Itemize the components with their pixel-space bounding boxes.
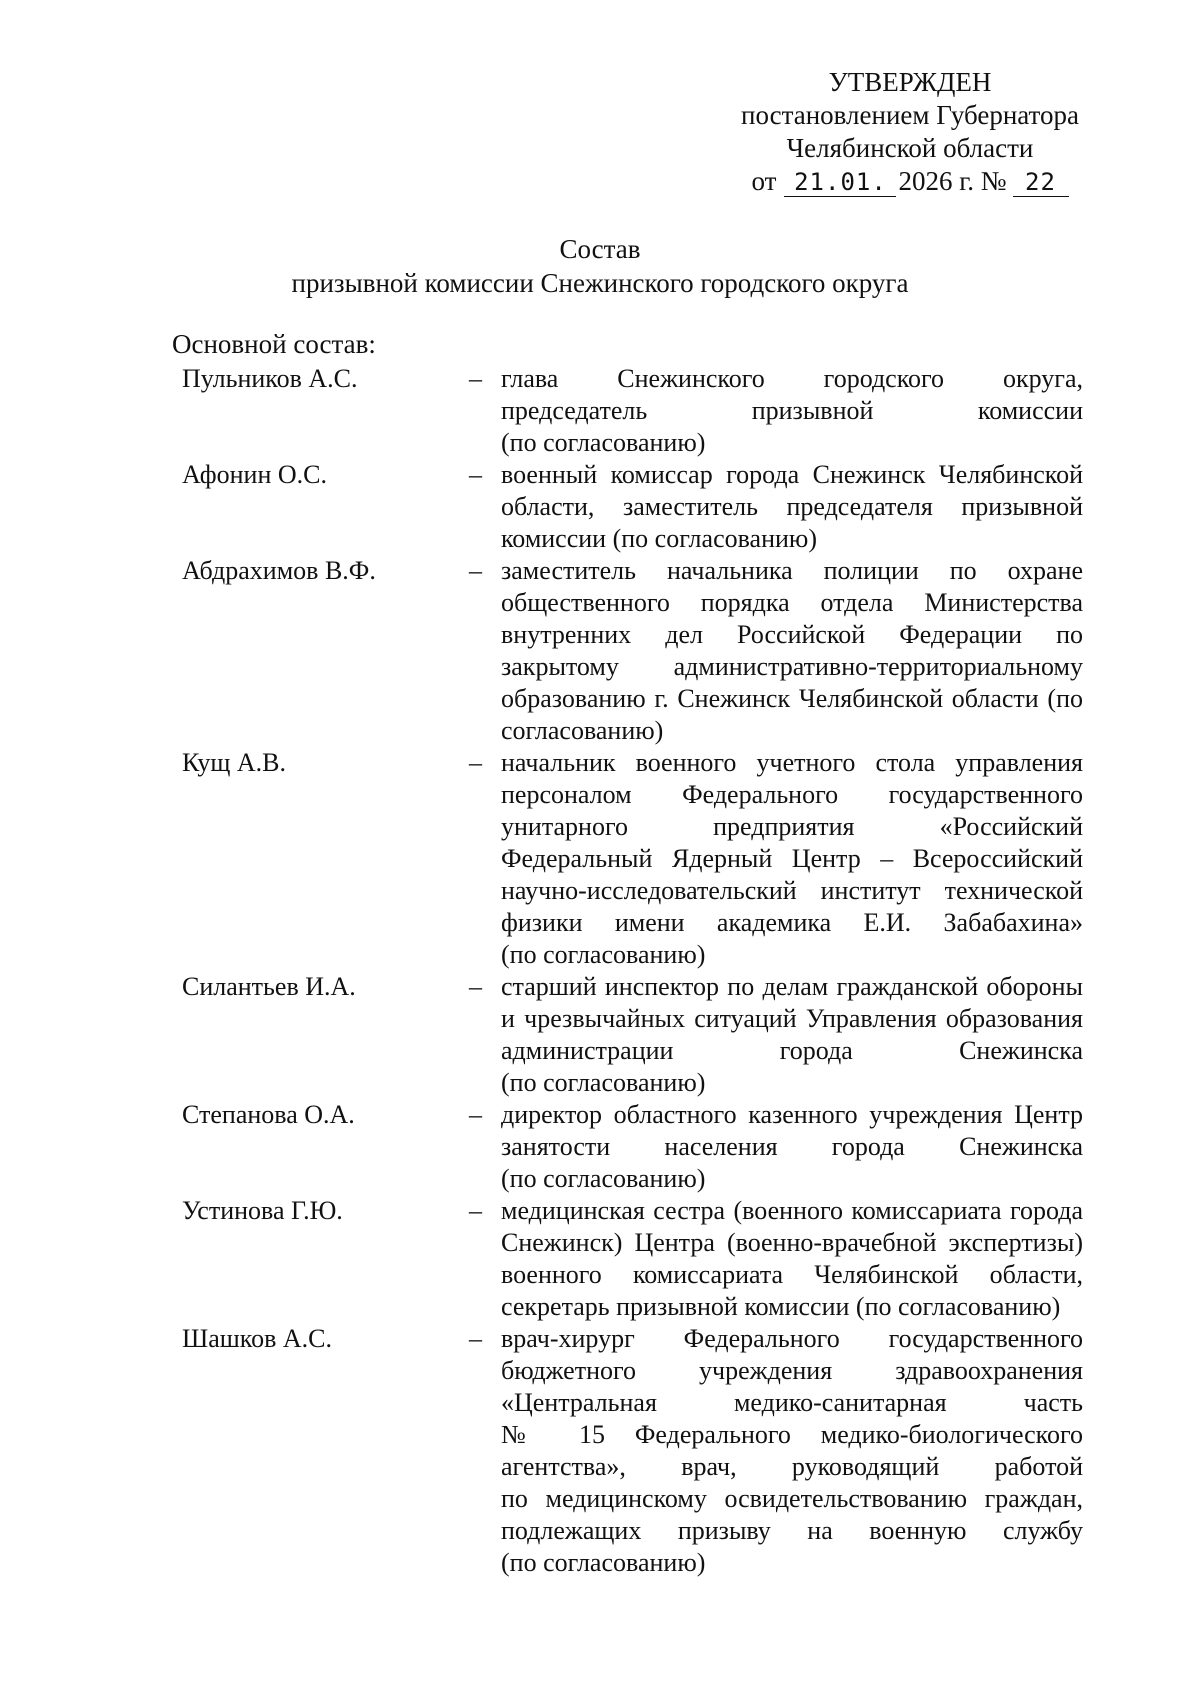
member-row xyxy=(0,1099,1200,1195)
member-row xyxy=(0,555,1200,747)
member-description-line: образованию г. Снежинск Челябинской области (по xyxy=(501,684,1083,713)
member-description-line: и чрезвычайных ситуаций Управления образования xyxy=(501,1004,1083,1033)
member-description-line: «Центральная медико-санитарная часть xyxy=(501,1388,1083,1417)
title-line-2: призывной комиссии Снежинского городского округа xyxy=(291,268,909,298)
member-description-line: физики имени академика Е.И. Забабахина» xyxy=(501,908,1083,937)
member-description xyxy=(501,555,1083,747)
member-description-line: военного комиссариата Челябинской области, xyxy=(501,1260,1083,1289)
member-description-line: заместитель начальника полиции по охране xyxy=(501,556,1083,585)
member-description xyxy=(501,971,1083,1099)
member-name: Афонин О.С. xyxy=(182,460,327,489)
member-description-line: секретарь призывной комиссии (по согласованию) xyxy=(501,1292,1061,1321)
approval-year-number-label: 2026 г. № xyxy=(898,166,1007,196)
member-description-line: (по согласованию) xyxy=(501,940,706,969)
member-description-line: комиссии (по согласованию) xyxy=(501,524,817,553)
document-title xyxy=(0,232,1200,300)
approval-date: 21.01. xyxy=(784,168,896,197)
member-row xyxy=(0,1323,1200,1579)
member-row xyxy=(0,363,1200,459)
member-row xyxy=(0,971,1200,1099)
approval-issuer: постановлением Губернатора xyxy=(741,100,1079,130)
member-description-line: (по согласованию) xyxy=(501,1548,706,1577)
member-description-line: (по согласованию) xyxy=(501,1164,706,1193)
member-dash: – xyxy=(469,460,482,489)
approval-date-line xyxy=(700,165,1120,198)
member-description-line: Федеральный Ядерный Центр – Всероссийский xyxy=(501,844,1083,873)
member-description-line: врач-хирург Федерального государственного xyxy=(501,1324,1083,1353)
member-name: Кущ А.В. xyxy=(182,748,287,777)
member-name: Пульников А.С. xyxy=(182,364,358,393)
member-dash: – xyxy=(469,556,482,585)
approval-stamp xyxy=(700,66,1120,198)
member-description-line: по медицинскому освидетельствованию граждан, xyxy=(501,1484,1083,1513)
member-dash: – xyxy=(469,1196,482,1225)
member-description-line: № 15 Федерального медико-биологического xyxy=(501,1420,1083,1449)
member-description-line: глава Снежинского городского округа, xyxy=(501,364,1083,393)
member-description-line: администрации города Снежинска xyxy=(501,1036,1083,1065)
member-dash: – xyxy=(469,1324,482,1353)
approval-prefix: от xyxy=(751,166,777,196)
member-description-line: (по согласованию) xyxy=(501,428,706,457)
members-list xyxy=(0,363,1200,1579)
member-description xyxy=(501,1323,1083,1579)
title-line-1: Состав xyxy=(559,234,641,264)
member-description-line: бюджетного учреждения здравоохранения xyxy=(501,1356,1083,1385)
member-description-line: внутренних дел Российской Федерации по xyxy=(501,620,1083,649)
member-name: Силантьев И.А. xyxy=(182,972,356,1001)
member-description-line: согласованию) xyxy=(501,716,664,745)
member-dash: – xyxy=(469,748,482,777)
member-row xyxy=(0,747,1200,971)
section-label: Основной состав: xyxy=(172,329,376,359)
member-description-line: начальник военного учетного стола управления xyxy=(501,748,1083,777)
member-description-line: занятости населения города Снежинска xyxy=(501,1132,1083,1161)
member-description-line: Снежинск) Центра (военно-врачебной экспертизы) xyxy=(501,1228,1083,1257)
member-description-line: военный комиссар города Снежинск Челябинской xyxy=(501,460,1083,489)
member-name: Степанова О.А. xyxy=(182,1100,355,1129)
member-description xyxy=(501,1195,1083,1323)
member-description-line: агентства», врач, руководящий работой xyxy=(501,1452,1083,1481)
member-description-line: научно-исследовательский институт технической xyxy=(501,876,1083,905)
member-description xyxy=(501,1099,1083,1195)
member-description xyxy=(501,747,1083,971)
member-description-line: унитарного предприятия «Российский xyxy=(501,812,1083,841)
member-description-line: медицинская сестра (военного комиссариата города xyxy=(501,1196,1083,1225)
member-description-line: (по согласованию) xyxy=(501,1068,706,1097)
member-description-line: области, заместитель председателя призывной xyxy=(501,492,1083,521)
member-row xyxy=(0,459,1200,555)
member-description-line: старший инспектор по делам гражданской обороны xyxy=(501,972,1083,1001)
member-dash: – xyxy=(469,364,482,393)
member-description-line: закрытому административно-территориальному xyxy=(501,652,1083,681)
member-dash: – xyxy=(469,1100,482,1129)
approval-number: 22 xyxy=(1013,168,1069,197)
approval-heading: УТВЕРЖДЕН xyxy=(828,67,992,97)
member-dash: – xyxy=(469,972,482,1001)
member-name: Абдрахимов В.Ф. xyxy=(182,556,376,585)
member-name: Устинова Г.Ю. xyxy=(182,1196,343,1225)
approval-region: Челябинской области xyxy=(786,133,1034,163)
member-description xyxy=(501,459,1083,555)
member-description-line: директор областного казенного учреждения Центр xyxy=(501,1100,1083,1129)
member-row xyxy=(0,1195,1200,1323)
member-description-line: подлежащих призыву на военную службу xyxy=(501,1516,1083,1545)
member-description-line: персоналом Федерального государственного xyxy=(501,780,1083,809)
member-description xyxy=(501,363,1083,459)
member-description-line: председатель призывной комиссии xyxy=(501,396,1083,425)
member-name: Шашков А.С. xyxy=(182,1324,332,1353)
member-description-line: общественного порядка отдела Министерства xyxy=(501,588,1083,617)
